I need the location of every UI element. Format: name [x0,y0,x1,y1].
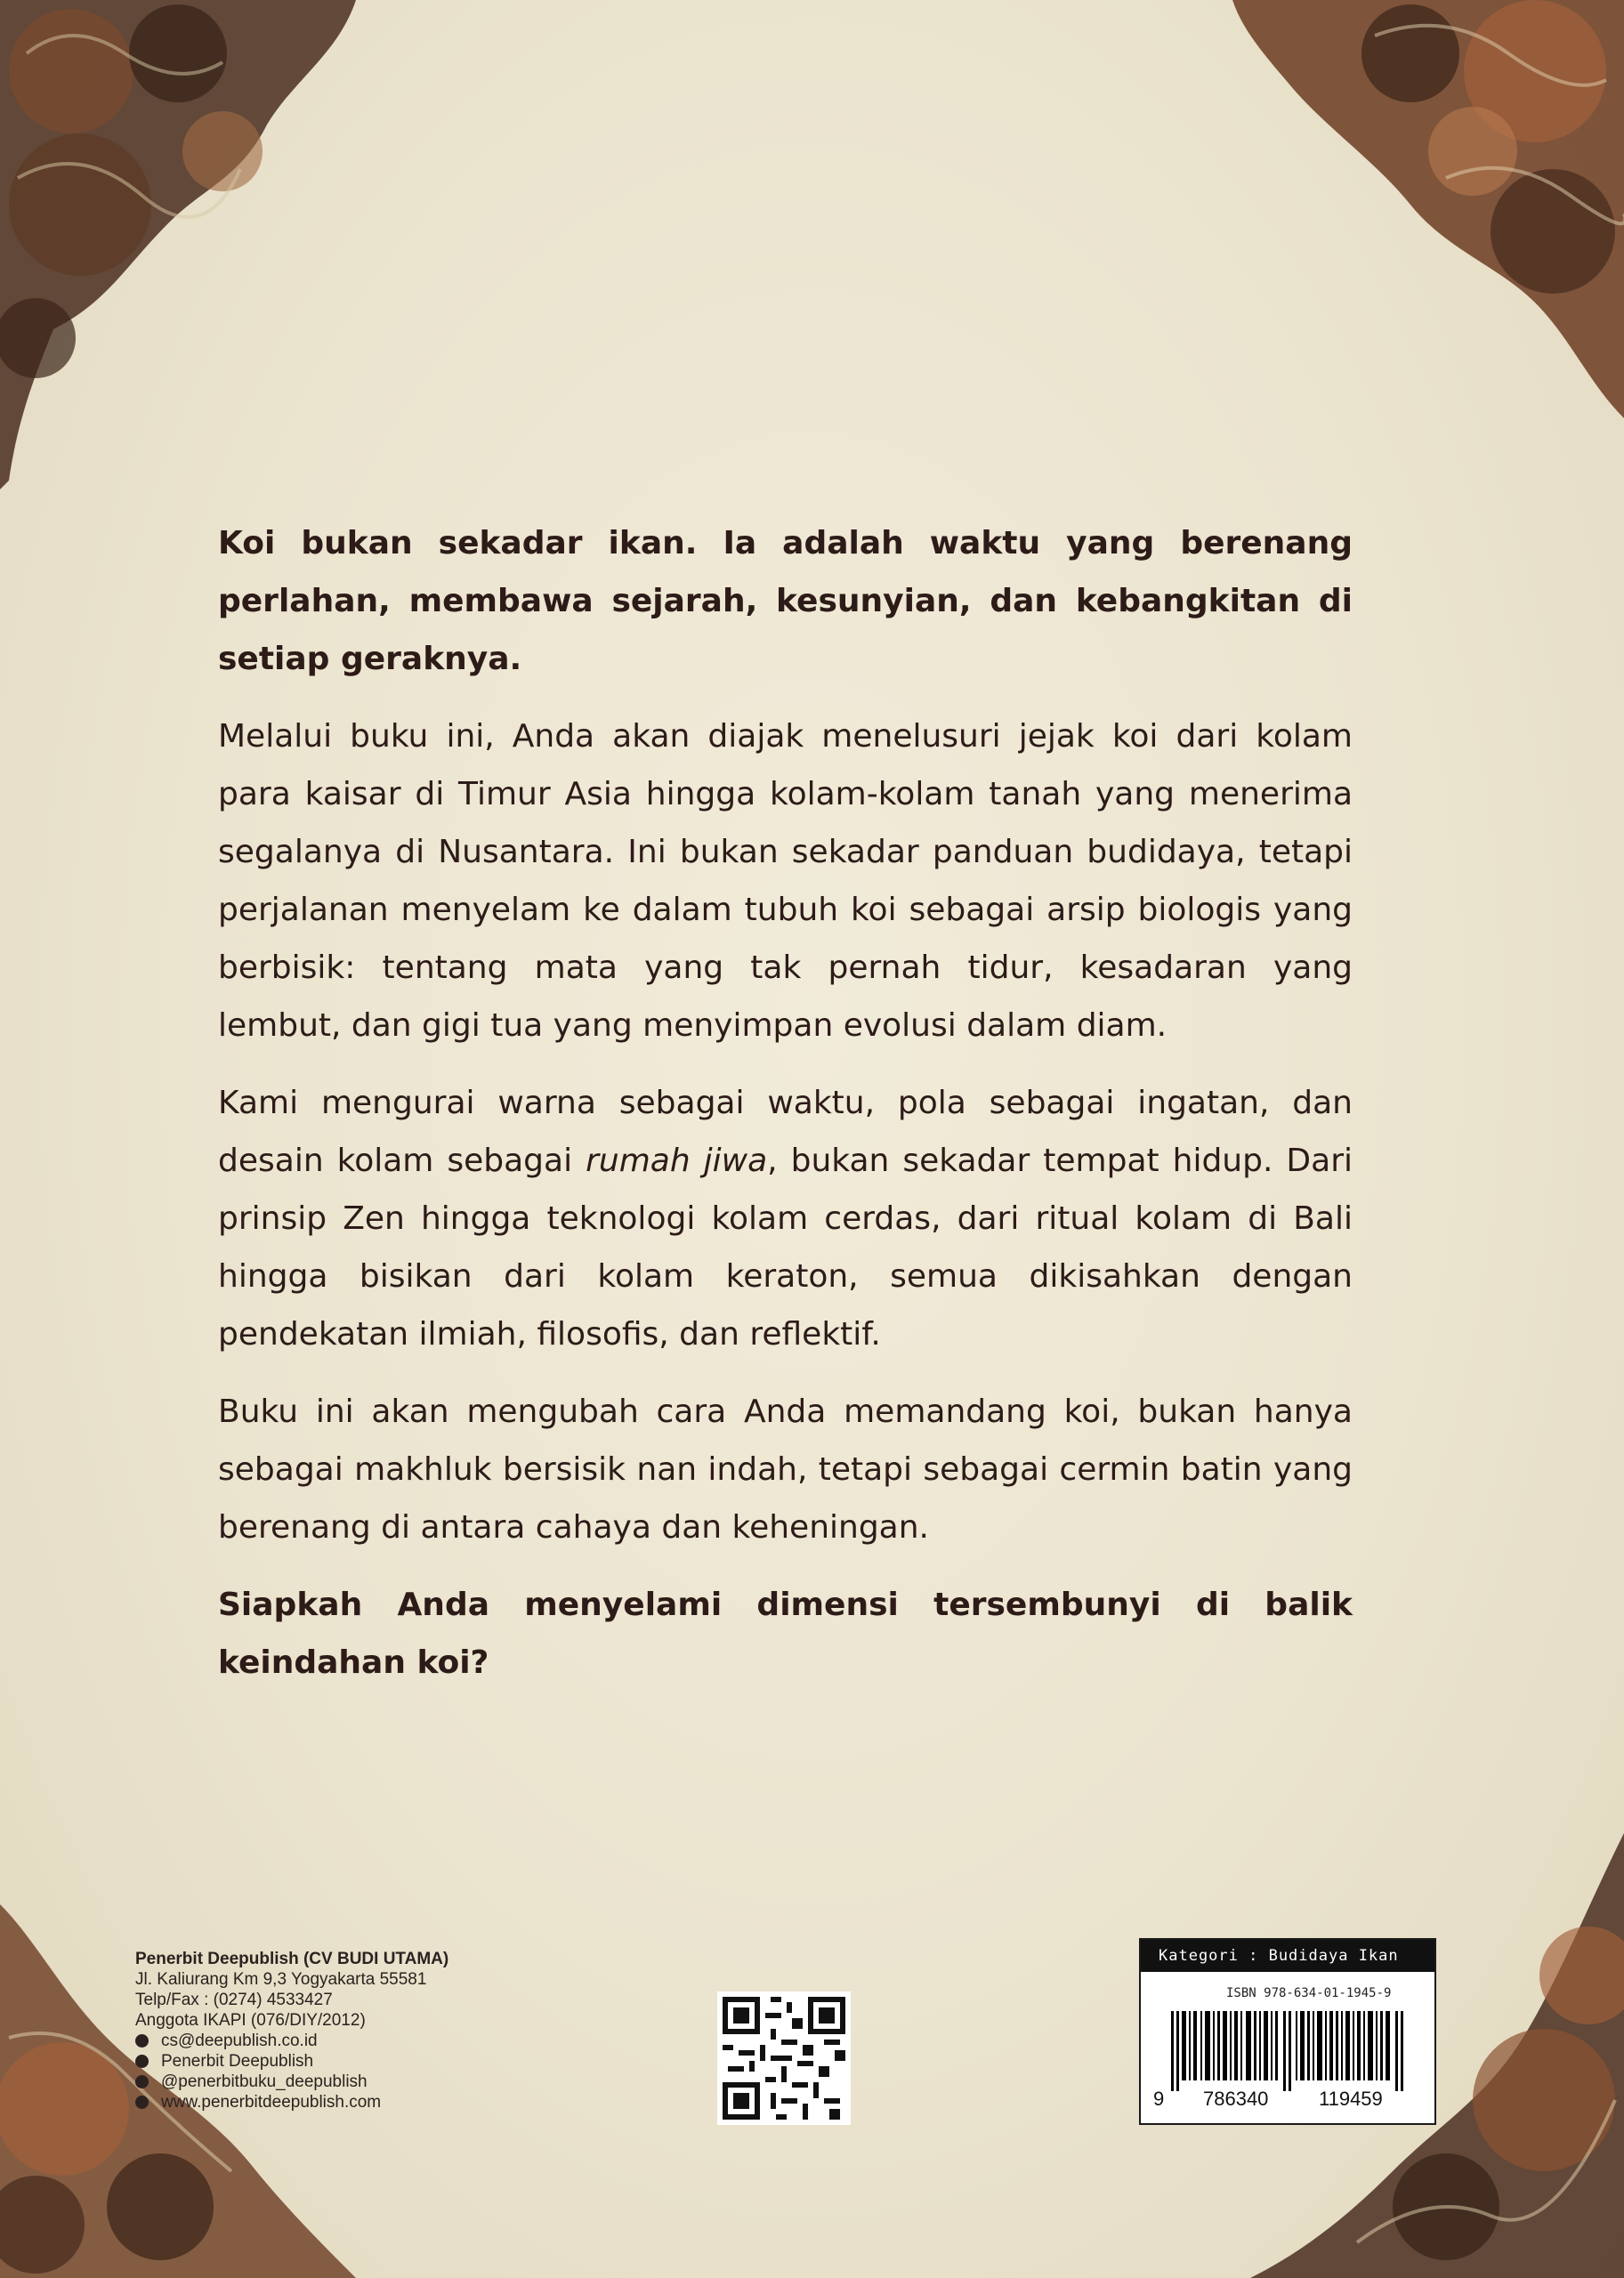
barcode-digit-group-1: 786340 [1203,2088,1269,2110]
email-icon [135,2034,149,2048]
isbn-barcode-box [1139,1938,1436,2125]
book-category: Kategori : Budidaya Ikan [1141,1940,1434,1972]
contact-email-text: cs@deepublish.co.id [161,2032,318,2050]
contact-website-text: www.penerbitdeepublish.com [161,2093,382,2112]
para2-text-after: , bukan sekadar tempat hidup. Dari prinsip Zen hingga teknologi kolam cerdas, dari ritual kolam di Bali hingga bisikan dari kolam keraton, semua dikisahkan dengan pendekatan ilmiah, filosofis, dan reflektif. [218,1143,1353,1353]
contact-facebook [135,2051,598,2072]
contact-website [135,2092,598,2112]
blurb-closing: Siapkah Anda menyelami dimensi tersembunyi di balik keindahan koi? [218,1587,1353,1681]
barcode-bars [1171,2011,1408,2091]
publisher-info [135,1949,598,2112]
blurb-paragraph-3: Buku ini akan mengubah cara Anda memandang koi, bukan hanya sebagai makhluk bersisik nan indah, tetapi sebagai cermin batin yang berenang di antara cahaya dan keheningan. [218,1393,1353,1546]
qr-code [717,1991,851,2125]
para2-text-before: Kami mengurai warna sebagai waktu, pola sebagai ingatan, dan desain kolam sebagai [218,1085,1353,1179]
para2-italic-phrase: rumah jiwa [586,1143,768,1179]
contact-instagram [135,2072,598,2092]
publisher-address: Jl. Kaliurang Km 9,3 Yogyakarta 55581 [135,1970,427,1989]
barcode-digit-group-2: 119459 [1319,2088,1383,2110]
contact-facebook-text: Penerbit Deepublish [161,2052,314,2071]
contact-email [135,2031,598,2051]
contact-instagram-text: @penerbitbuku_deepublish [161,2072,368,2091]
barcode-digit-first: 9 [1153,2088,1165,2110]
isbn-number: ISBN 978-634-01-1945-9 [1226,1986,1392,2000]
facebook-icon [135,2055,149,2068]
publisher-phone: Telp/Fax : (0274) 4533427 [135,1991,333,2009]
ornament-top-left [0,0,374,498]
blurb-paragraph-1: Melalui buku ini, Anda akan diajak menelusuri jejak koi dari kolam para kaisar di Timur Asia hingga kolam-kolam tanah yang menerima segalanya di Nusantara. Ini bukan sekadar panduan budidaya, tetapi perjalanan menyelam ke dalam tubuh koi sebagai arsip biologis yang berbisik: tentang mata yang tak pernah tidur, kesadaran yang lembut, dan gigi tua yang menyimpan evolusi dalam diam. [218,718,1353,1044]
publisher-member: Anggota IKAPI (076/DIY/2012) [135,2011,366,2030]
web-icon [135,2096,149,2109]
publisher-name: Penerbit Deepublish (CV BUDI UTAMA) [135,1950,449,1968]
back-cover-blurb [218,514,1353,1711]
blurb-intro: Koi bukan sekadar ikan. Ia adalah waktu yang berenang perlahan, membawa sejarah, kesunyian, dan kebangkitan di setiap geraknya. [218,525,1353,677]
blurb-paragraph-2 [218,1074,1353,1363]
instagram-icon [135,2075,149,2088]
ornament-top-right [1215,0,1624,427]
